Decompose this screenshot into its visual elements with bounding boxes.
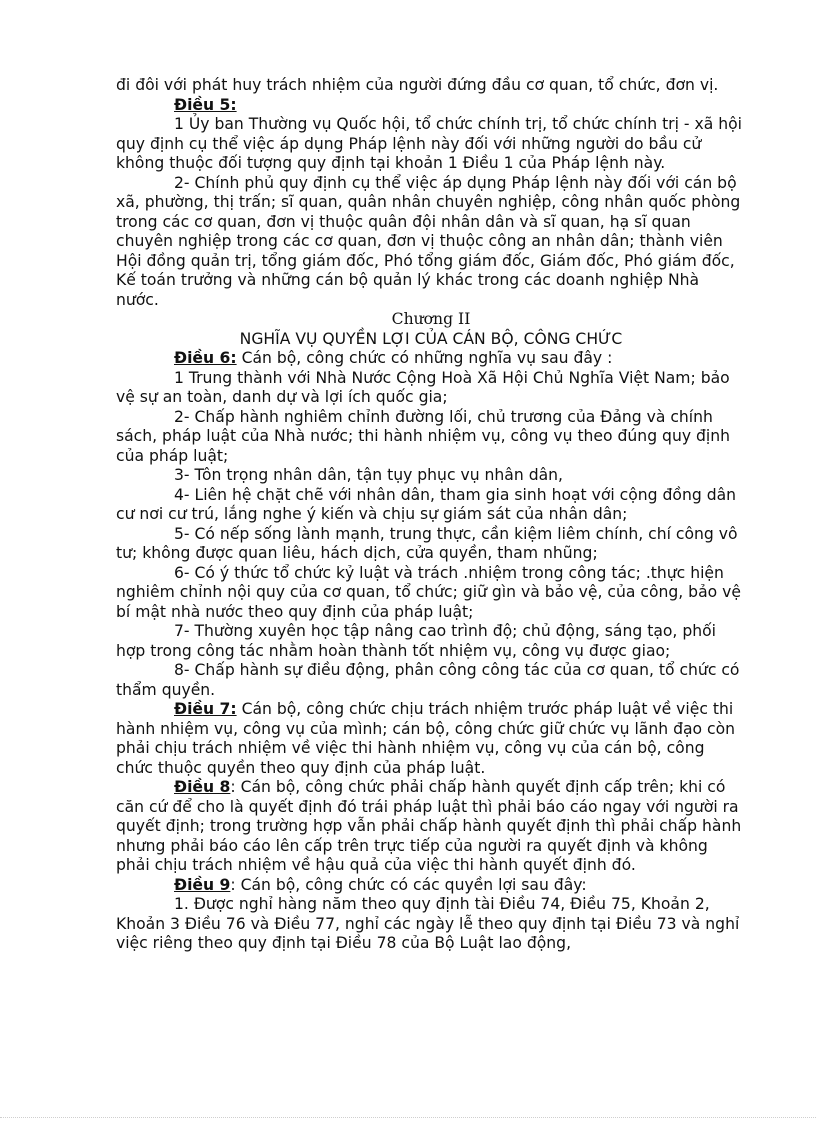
list-item: 3- Tôn trọng nhân dân, tận tụy phục vụ nhân dân,: [174, 466, 563, 484]
list-item: 1 Trung thành với Nhà Nước Cộng Hoà Xã Hội Chủ Nghĩa Việt Nam; bảo vệ sự an toàn, danh dự và lợi ích quốc gia;: [116, 368, 730, 406]
paragraph-continuation: đi đôi với phát huy trách nhiệm của người đứng đầu cơ quan, tổ chức, đơn vị.: [116, 76, 719, 94]
list-item: 2- Chấp hành nghiêm chỉnh đường lối, chủ trương của Đảng và chính sách, pháp luật của Nhà nước; thi hành nhiệm vụ, công vụ theo đúng quy định của pháp luật;: [116, 407, 731, 465]
article-number: Điều 7:: [174, 700, 237, 718]
chapter-number: Chương II: [391, 310, 471, 328]
article-number: Điều 6:: [174, 349, 237, 367]
list-item: 2- Chính phủ quy định cụ thể việc áp dụng Pháp lệnh này đối với cán bộ xã, phường, thị trấn; sĩ quan, quân nhân chuyên nghiệp, công nhân quốc phòng trong các cơ quan, đơn vị thuộc quân đội nhân dân và sĩ quan, hạ sĩ quan chuyên nghiệp trong các cơ quan, đơn vị thuộc công an nhân dân; thành viên Hội đồng quản trị, tổng giám đốc, Phó tổng giám đốc, Giám đốc, Phó giám đốc, Kế toán trưởng và những cán bộ quản lý khác trong các doanh nghiệp Nhà nước.: [116, 173, 741, 309]
chapter-title: NGHĨA VỤ QUYỀN LỢI CỦA CÁN BỘ, CÔNG CHỨC: [239, 329, 623, 348]
article-heading: [116, 96, 746, 116]
list-item: 1. Được nghỉ hàng năm theo quy định tài Điều 74, Điều 75, Khoản 2, Khoản 3 Điều 76 và Điều 77, nghỉ các ngày lễ theo quy định tại Điều 73 và nghỉ việc riêng theo quy định tại Điều 78 của Bộ Luật lao động,: [116, 895, 740, 952]
list-item: 1 Ủy ban Thường vụ Quốc hội, tổ chức chính trị, tổ chức chính trị - xã hội quy định cụ thể việc áp dụng Pháp lệnh này đối với những người do bầu cử không thuộc đối tượng quy định tại khoản 1 Điều 1 của Pháp lệnh này.: [116, 115, 742, 172]
article-paragraph: [116, 349, 746, 369]
list-item: 6- Có ý thức tổ chức kỷ luật và trách .nhiệm trong công tác; .thực hiện nghiêm chỉnh nội quy của cơ quan, tổ chức; giữ gìn và bảo vệ, của công, bảo vệ bí mật nhà nước theo quy định của pháp luật;: [116, 563, 741, 621]
list-item: 8- Chấp hành sự điều động, phân công công tác của cơ quan, tổ chức có thẩm quyền.: [116, 661, 740, 699]
article-number: Điều 5:: [174, 95, 237, 114]
article-number: Điều 8: [174, 778, 231, 796]
article-paragraph: [116, 778, 746, 876]
document-page: [116, 76, 746, 954]
list-item: 4- Liên hệ chặt chẽ với nhân dân, tham gia sinh hoạt với cộng đồng dân cư nơi cư trú, lắng nghe ý kiến và chịu sự giám sát của nhân dân;: [116, 485, 737, 523]
article-paragraph: [116, 700, 746, 778]
page-bottom-border: [0, 1117, 816, 1118]
article-text: : Cán bộ, công chức có các quyền lợi sau đây:: [230, 875, 587, 894]
list-item: 5- Có nếp sống lành mạnh, trung thực, cần kiệm liêm chính, chí công vô tư; không được quan liêu, hách dịch, cửa quyền, tham nhũng;: [116, 524, 738, 562]
article-number: Điều 9: [174, 875, 231, 894]
article-text: : Cán bộ, công chức phải chấp hành quyết định cấp trên; khi có căn cứ để cho là quyết định đó trái pháp luật thì phải báo cáo ngay với người ra quyết định; trong trường hợp vẫn phải chấp hành quyết định thì phải chấp hành nhưng phải báo cáo lên cấp trên trực tiếp của người ra quyết định và không phải chịu trách nhiệm về hậu quả của việc thi hành quyết định đó.: [116, 778, 742, 874]
article-text: Cán bộ, công chức có những nghĩa vụ sau đây :: [236, 349, 613, 367]
list-item: 7- Thường xuyên học tập nâng cao trình độ; chủ động, sáng tạo, phối hợp trong công tác nhằm hoàn thành tốt nhiệm vụ, công vụ được giao;: [116, 622, 716, 660]
article-paragraph: [116, 876, 746, 896]
article-text: Cán bộ, công chức chịu trách nhiệm trước pháp luật về việc thi hành nhiệm vụ, công vụ của mình; cán bộ, công chức giữ chức vụ lãnh đạo còn phải chịu trách nhiệm về việc thi hành nhiệm vụ, công vụ của cán bộ, công chức thuộc quyền theo quy định của pháp luật.: [116, 700, 736, 777]
